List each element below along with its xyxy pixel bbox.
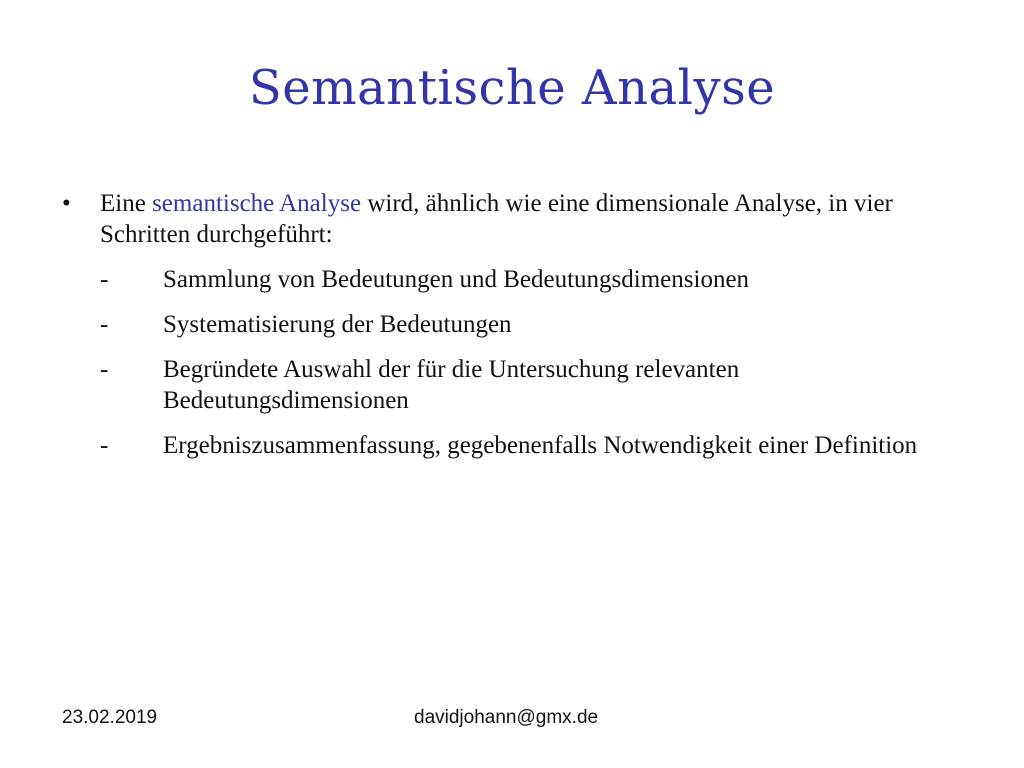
step-item-4 [62, 430, 962, 461]
footer-email: davidjohann@gmx.de [414, 707, 599, 728]
bullet-icon: • [62, 190, 71, 217]
step-text: Begründete Auswahl der für die Untersuchung relevanten Bedeutungsdimensionen [163, 356, 740, 414]
bullet-highlight: semantische Analyse [152, 190, 362, 217]
slide-content [62, 188, 962, 475]
dash-icon: - [100, 432, 109, 459]
bullet-text-before: Eine [100, 190, 153, 217]
step-text: Ergebniszusammenfassung, gegebenenfalls Notwendigkeit einer Definition [163, 432, 918, 459]
footer-date: 23.02.2019 [62, 707, 158, 728]
step-item-2 [62, 309, 962, 340]
step-text: Systematisierung der Bedeutungen [163, 311, 512, 338]
step-item-3 [62, 354, 962, 416]
main-bullet [62, 188, 962, 250]
dash-icon: - [100, 266, 109, 293]
slide-title: Semantische Analyse [248, 60, 776, 116]
step-text: Sammlung von Bedeutungen und Bedeutungsdimensionen [163, 266, 750, 293]
dash-icon: - [100, 356, 109, 383]
step-item-1 [62, 264, 962, 295]
dash-icon: - [100, 311, 109, 338]
bullet-text-after: wird, ähnlich wie eine dimensionale Analyse, in vier Schritten durchgeführt: [100, 190, 893, 248]
